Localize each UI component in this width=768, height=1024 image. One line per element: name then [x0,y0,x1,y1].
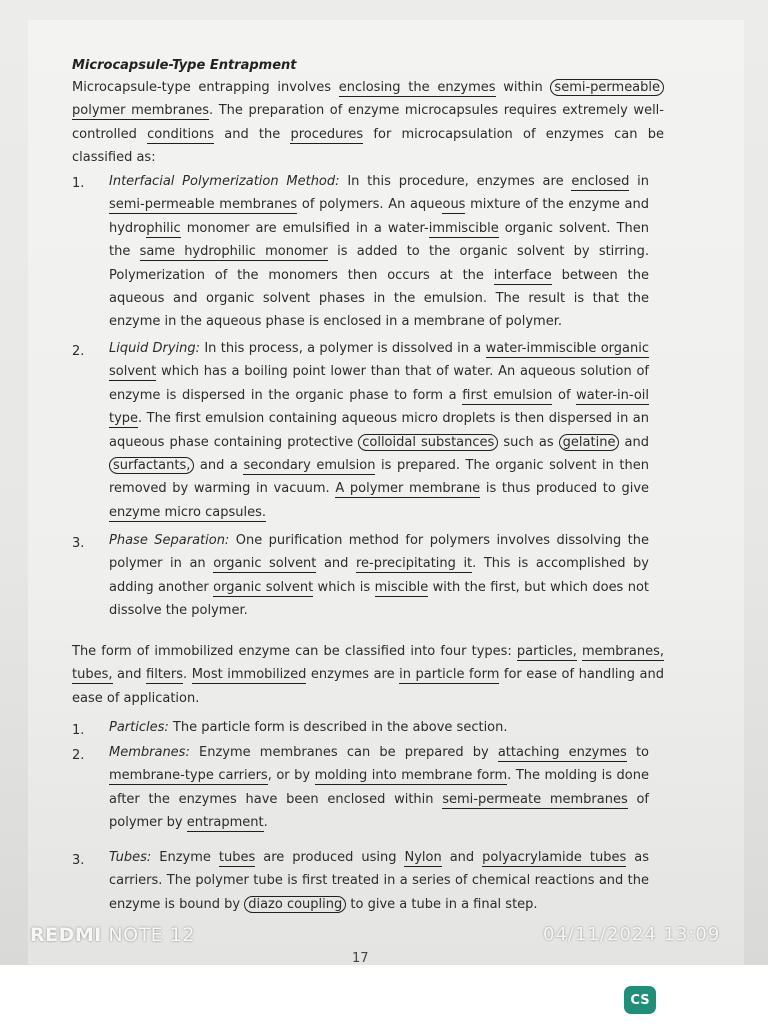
list-number: 2. [72,344,85,359]
underline-mark: water-immiscible organic solvent [109,341,650,380]
underline-mark: A polymer membrane [335,481,481,497]
underline-mark: molding into membrane form [314,768,508,784]
method-term: Liquid Drying: [109,341,201,356]
underline-mark: semi-permeate membranes [442,791,628,807]
form-membranes: Membranes: Enzyme membranes can be prepared by attaching enzymes to membrane-type carriers, or by molding into membrane form. The molding is done after the enzymes have been enclosed within semi-permeate membranes of polymer by entrapment. [109,745,649,831]
form-term: Membranes: [109,745,190,760]
underline-mark: secondary emulsion [243,458,376,474]
circled-term: gelatine [559,434,620,451]
underline-mark: polymer membranes [72,103,209,119]
method-term: Interfacial Polymerization Method: [109,174,340,189]
underline-mark: particles, [516,644,577,659]
underline-mark: enclosed [571,174,630,189]
method-liquid-drying: Liquid Drying: In this process, a polymer is dissolved in a water-immiscible organic solvent which has a boiling point lower than that of water. An aqueous solution of enzyme is dispersed in the organic phase to form a first emulsion of water-in-oil type. The first emulsion containing aqueous micro droplets is then dispersed in an aqueous phase containing protective colloidal substances such as gelatine and surfactants, and a secondary emulsion is prepared. The organic solvent in then removed by warming in vacuum. A polymer membrane is thus produced to give enzyme micro capsules. [109,341,650,520]
form-tubes: Tubes: Enzyme tubes are produced using Nylon and polyacrylamide tubes as carriers. The polymer tube is first treated in a series of chemical reactions and the enzyme is bound by diazo coupling to give a tube in a final step. [109,850,649,912]
list-number: 1. [72,176,85,191]
underline-mark: Nylon [404,850,442,865]
form-term: Particles: [109,720,169,735]
underline-mark: water-in-oil type [109,387,649,427]
underline-mark: membrane-type carriers [109,768,268,784]
underline-mark: enzyme micro capsules. [109,504,267,520]
underline-mark: re-precipitating it [355,556,473,572]
underline-mark: polyacrylamide tubes [482,850,627,865]
list-number: 2. [72,748,85,763]
method-term: Phase Separation: [109,533,230,548]
underline-mark: tubes [218,850,256,865]
underline-mark: semi-permeable membranes [109,197,298,213]
underline-mark: miscible [374,579,429,595]
camera-watermark [30,924,195,946]
underline-mark: entrapment [186,815,264,831]
underline-mark: enclosing the enzymes [338,80,496,95]
circled-term: diazo coupling [244,896,346,913]
page-number: 17 [352,951,369,965]
watermark-model: NOTE 12 [108,924,195,946]
list-number: 3. [72,536,85,551]
underline-mark: membranes, [581,644,664,659]
list-number: 1. [72,723,85,738]
underline-mark: same hydrophilic monomer [139,244,328,260]
underline-mark: organic solvent [213,556,317,572]
underline-mark: tubes, [72,667,113,683]
section-heading: Microcapsule-Type Entrapment [72,58,297,73]
underline-mark: organic solvent [213,579,314,595]
underline-mark: ous [442,197,466,213]
form-term: Tubes: [109,850,152,865]
underline-mark: filters [146,667,184,683]
intro-paragraph: Microcapsule-type entrapping involves enclosing the enzymes within semi-permeable polymer membranes. The preparation of enzyme microcapsules requires extremely well-controlled conditions and the procedures for microcapsulation of enzymes can be classified as: [72,80,664,166]
list-number: 3. [72,853,85,868]
underline-mark: immiscible [428,220,499,236]
underline-mark: first emulsion [462,387,553,403]
underline-mark: Most immobilized [191,667,307,683]
camscanner-logo-icon: CS [624,986,656,1014]
underline-mark: attaching enzymes [497,745,627,760]
circled-term: colloidal substances [358,434,498,451]
watermark-timestamp: 04/11/2024 13:09 [543,924,721,945]
circled-term: semi-permeable [550,79,664,96]
underline-mark: philic [146,220,181,236]
underline-mark: conditions [147,126,215,142]
forms-paragraph: The form of immobilized enzyme can be classified into four types: particles, membranes, tubes, and filters. Most immobilized enzymes are in particle form for ease of handling and ease of application. [72,644,665,706]
underline-mark: in particle form [399,667,500,683]
underline-mark: procedures [290,126,364,142]
form-particles: Particles: The particle form is described in the above section. [109,720,508,735]
method-interfacial-polymerization: Interfacial Polymerization Method: In this procedure, enzymes are enclosed in semi-permeable membranes of polymers. An aqueous mixture of the enzyme and hydrophilic monomer are emulsified in a water-immiscible organic solvent. Then the same hydrophilic monomer is added to the organic solvent by stirring. Polymerization of the monomers then occurs at the interface between the aqueous and organic solvent phases in the emulsion. The result is that the enzyme in the aqueous phase is enclosed in a membrane of polymer. [109,174,650,330]
circled-term: surfactants, [109,457,194,474]
watermark-brand: REDMI [30,924,102,946]
underline-mark: interface [493,267,552,283]
method-phase-separation: Phase Separation: One purification method for polymers involves dissolving the polymer in an organic solvent and re-precipitating it. This is accomplished by adding another organic solvent which is miscible with the first, but which does not dissolve the polymer. [109,533,650,619]
